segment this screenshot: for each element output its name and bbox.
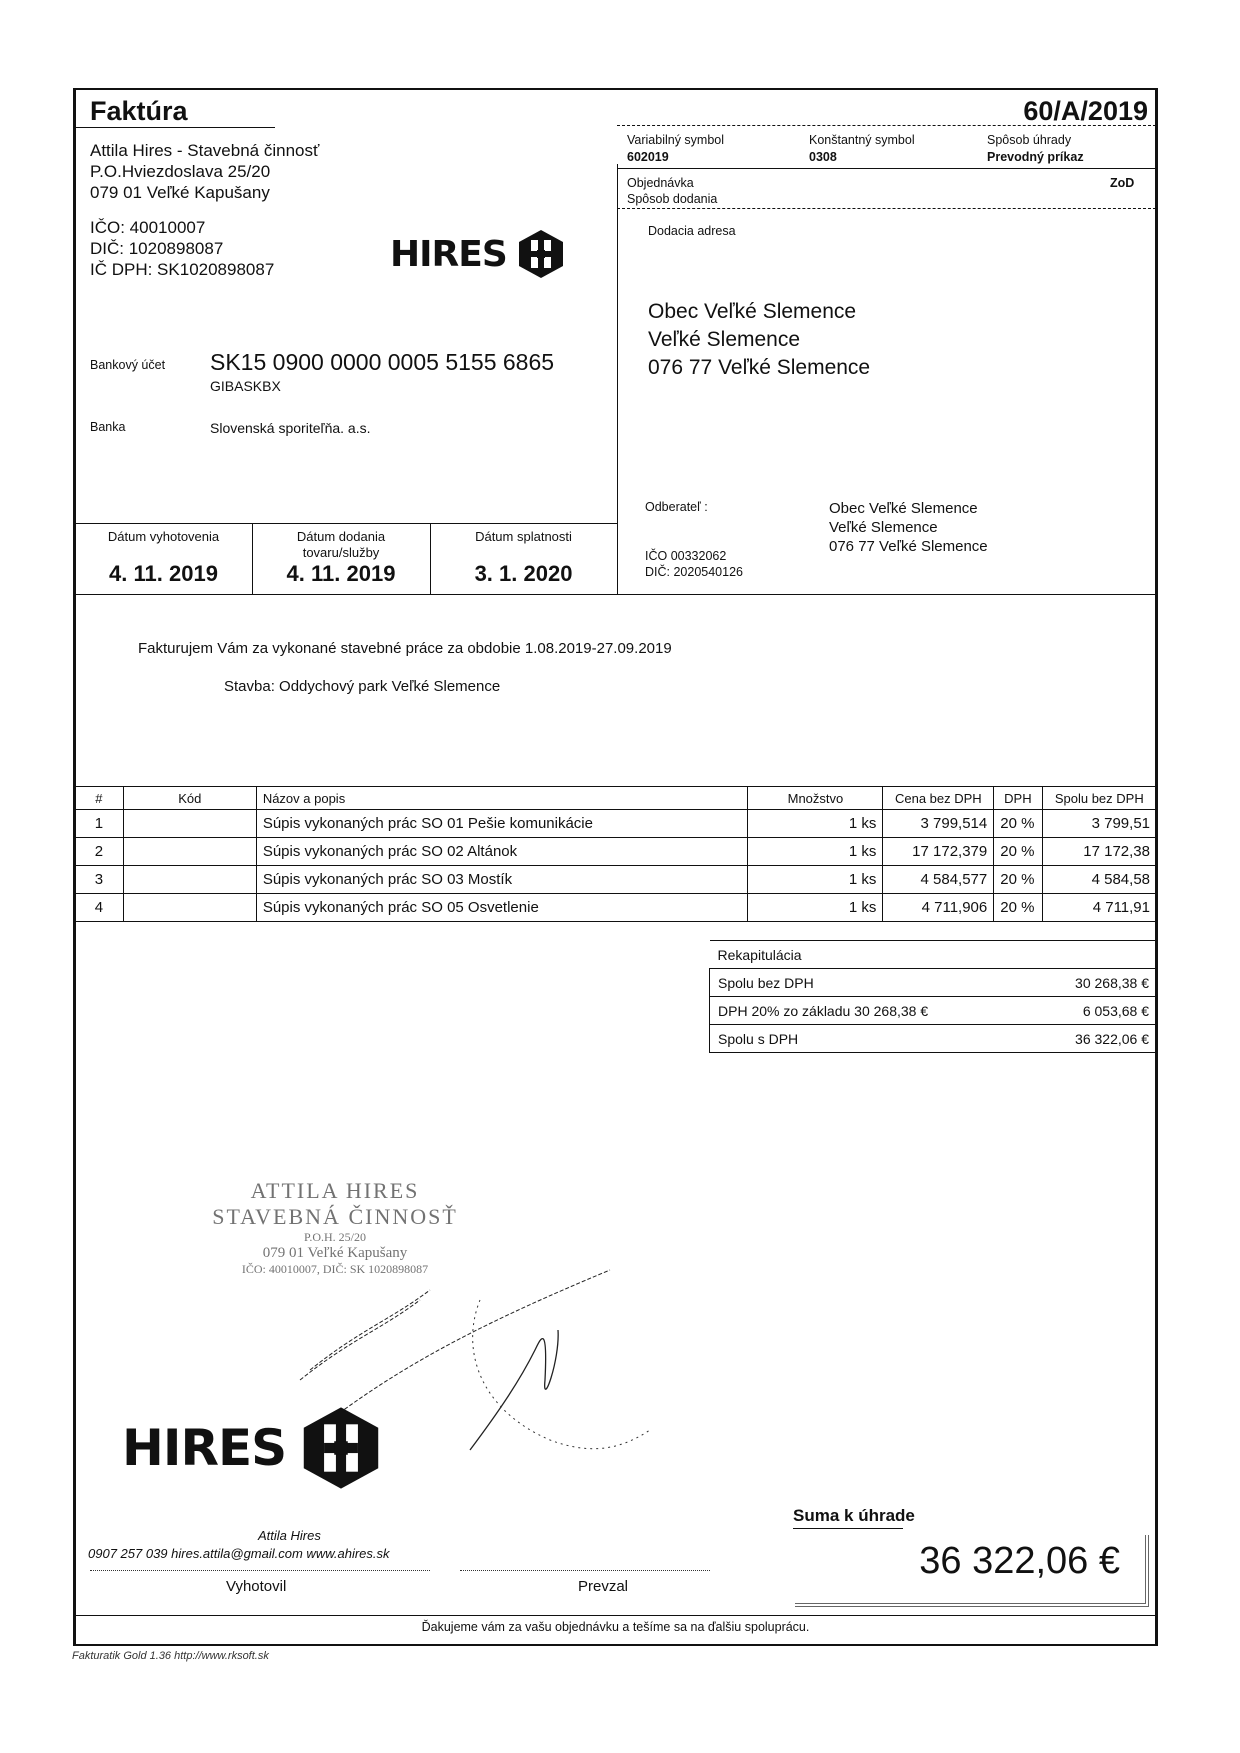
recap-title-row xyxy=(710,941,1158,969)
stamp-line-3: P.O.H. 25/20 xyxy=(303,1230,366,1244)
row-name: Súpis vykonaných prác SO 03 Mostík xyxy=(256,866,748,894)
row-qty: 1 ks xyxy=(748,838,883,866)
bank-name: Slovenská sporiteľňa. a.s. xyxy=(210,420,371,436)
customer-ids xyxy=(645,548,743,580)
row-name: Súpis vykonaných prác SO 01 Pešie komunikácie xyxy=(256,810,748,838)
supplier-city: 079 01 Veľké Kapušany xyxy=(90,183,270,202)
row-price: 4 584,577 xyxy=(883,866,994,894)
col-header-vat: DPH xyxy=(994,787,1042,810)
order-rule xyxy=(617,208,1156,209)
constant-symbol: 0308 xyxy=(809,150,837,164)
items-header-row xyxy=(75,787,1156,810)
hex-logo-icon xyxy=(517,228,565,280)
delivery-line-3: 076 77 Veľké Slemence xyxy=(648,356,871,379)
customer-label: Odberateľ : xyxy=(645,500,708,514)
col-header-price: Cena bez DPH xyxy=(883,787,994,810)
logo-text: HIRES xyxy=(390,233,507,275)
document-title: Faktúra xyxy=(90,96,188,126)
row-code xyxy=(123,810,256,838)
issue-date-cell xyxy=(75,529,252,587)
issuer-name: Attila Hires xyxy=(258,1528,321,1543)
recap-row xyxy=(710,969,1158,997)
bank-label: Banka xyxy=(90,420,126,434)
customer-dic: DIČ: 2020540126 xyxy=(645,565,743,579)
amount-due-underline xyxy=(793,1528,903,1529)
row-total: 3 799,51 xyxy=(1042,810,1156,838)
supplier-block xyxy=(90,140,319,280)
order-label: Objednávka xyxy=(627,176,694,190)
row-qty: 1 ks xyxy=(748,866,883,894)
row-no: 4 xyxy=(75,894,123,922)
variable-symbol: 602019 xyxy=(627,150,669,164)
dates-bottom-rule xyxy=(75,594,1156,595)
supplier-dic: DIČ: 1020898087 xyxy=(90,239,224,258)
row-vat: 20 % xyxy=(994,866,1042,894)
construction-text: Stavba: Oddychový park Veľké Slemence xyxy=(224,678,501,695)
thanks-rule xyxy=(75,1615,1156,1616)
due-date-cell xyxy=(430,529,617,587)
delivery-date-label-2: tovaru/služby xyxy=(302,545,380,560)
table-row xyxy=(75,838,1156,866)
symbols-rule xyxy=(617,168,1156,169)
customer-line-2: Veľké Slemence xyxy=(829,519,938,536)
row-total: 4 584,58 xyxy=(1042,866,1156,894)
row-price: 3 799,514 xyxy=(883,810,994,838)
delivery-address-label: Dodacia adresa xyxy=(648,224,736,238)
recap-row xyxy=(710,997,1158,1025)
row-price: 17 172,379 xyxy=(883,838,994,866)
row-qty: 1 ks xyxy=(748,894,883,922)
dates-top-rule xyxy=(75,523,617,524)
recap-label: Spolu bez DPH xyxy=(710,969,1030,997)
row-code xyxy=(123,894,256,922)
thanks-text: Ďakujeme vám za vašu objednávku a tešíme sa na ďalšiu spoluprácu. xyxy=(421,1620,810,1634)
supplier-street: P.O.Hviezdoslava 25/20 xyxy=(90,162,271,181)
delivery-address xyxy=(648,298,870,382)
items-table xyxy=(75,786,1156,922)
received-by-line xyxy=(460,1570,710,1571)
col-header-code: Kód xyxy=(123,787,256,810)
issue-date: 4. 11. 2019 xyxy=(109,561,218,586)
footer-logo xyxy=(122,1404,382,1492)
software-credit: Fakturatik Gold 1.36 http://www.rksoft.sk xyxy=(72,1650,269,1662)
stamp-line-2: STAVEBNÁ ČINNOSŤ xyxy=(212,1204,458,1229)
row-no: 1 xyxy=(75,810,123,838)
delivery-method-label: Spôsob dodania xyxy=(627,192,718,206)
iban: SK15 0900 0000 0005 5155 6865 xyxy=(210,349,555,375)
stamp-line-5: IČO: 40010007, DIČ: SK 1020898087 xyxy=(241,1262,429,1276)
company-logo xyxy=(390,228,565,280)
row-name: Súpis vykonaných prác SO 02 Altánok xyxy=(256,838,748,866)
amount-due-label: Suma k úhrade xyxy=(793,1506,915,1525)
recap-value: 30 268,38 € xyxy=(1030,969,1158,997)
footer-hex-logo-icon xyxy=(300,1404,382,1492)
col-header-no: # xyxy=(75,787,123,810)
stamp-line-4: 079 01 Veľké Kapušany xyxy=(262,1245,408,1261)
payment-method: Prevodný príkaz xyxy=(987,150,1084,164)
row-name: Súpis vykonaných prác SO 05 Osvetlenie xyxy=(256,894,748,922)
recap-label: DPH 20% zo základu 30 268,38 € xyxy=(710,997,1030,1025)
bank-account-label: Bankový účet xyxy=(90,358,166,372)
recap-title: Rekapitulácia xyxy=(710,941,1158,969)
delivery-date: 4. 11. 2019 xyxy=(286,561,396,586)
row-vat: 20 % xyxy=(994,810,1042,838)
right-top-rule xyxy=(617,125,1156,126)
received-by-label: Prevzal xyxy=(578,1578,629,1595)
variable-symbol-label: Variabilný symbol xyxy=(627,133,725,147)
stamp-line-1: ATTILA HIRES xyxy=(250,1178,420,1203)
row-code xyxy=(123,866,256,894)
recap-value: 6 053,68 € xyxy=(1030,997,1158,1025)
issuer-contact: 0907 257 039 hires.attila@gmail.com www.ahires.sk xyxy=(88,1546,390,1561)
recap-table xyxy=(709,940,1158,1053)
row-qty: 1 ks xyxy=(748,810,883,838)
row-vat: 20 % xyxy=(994,894,1042,922)
issue-date-label: Dátum vyhotovenia xyxy=(107,529,220,544)
row-vat: 20 % xyxy=(994,838,1042,866)
col-header-qty: Množstvo xyxy=(748,787,883,810)
column-divider xyxy=(617,164,618,594)
supplier-ic-dph: IČ DPH: SK1020898087 xyxy=(90,260,275,279)
row-no: 3 xyxy=(75,866,123,894)
amount-due: 36 322,06 € xyxy=(919,1540,1120,1582)
row-total: 4 711,91 xyxy=(1042,894,1156,922)
due-date: 3. 1. 2020 xyxy=(474,561,573,586)
delivery-line-1: Obec Veľké Slemence xyxy=(648,300,857,323)
col-header-total: Spolu bez DPH xyxy=(1042,787,1156,810)
invoice-number: 60/A/2019 xyxy=(1023,96,1148,126)
issued-by-line xyxy=(90,1570,430,1571)
row-price: 4 711,906 xyxy=(883,894,994,922)
zod-label: ZoD xyxy=(1110,176,1135,190)
recap-row xyxy=(710,1025,1158,1053)
recap-value: 36 322,06 € xyxy=(1030,1025,1158,1053)
footer-logo-text: HIRES xyxy=(122,1419,287,1477)
delivery-line-2: Veľké Slemence xyxy=(648,328,801,351)
payment-method-label: Spôsob úhrady xyxy=(987,133,1072,147)
col-header-name: Názov a popis xyxy=(256,787,748,810)
due-date-label: Dátum splatnosti xyxy=(475,529,572,544)
row-no: 2 xyxy=(75,838,123,866)
constant-symbol-label: Konštantný symbol xyxy=(809,133,915,147)
supplier-ico: IČO: 40010007 xyxy=(90,218,206,237)
table-row xyxy=(75,866,1156,894)
customer-line-3: 076 77 Veľké Slemence xyxy=(829,538,988,555)
table-row xyxy=(75,810,1156,838)
supplier-name: Attila Hires - Stavebná činnosť xyxy=(90,141,320,160)
issued-by-label: Vyhotovil xyxy=(226,1578,287,1595)
delivery-date-label-1: Dátum dodania xyxy=(296,529,386,544)
customer-address xyxy=(829,499,988,556)
customer-line-1: Obec Veľké Slemence xyxy=(829,500,978,517)
recap-label: Spolu s DPH xyxy=(710,1025,1030,1053)
title-underline xyxy=(75,127,275,128)
row-total: 17 172,38 xyxy=(1042,838,1156,866)
table-row xyxy=(75,894,1156,922)
swift: GIBASKBX xyxy=(210,378,281,394)
intro-text: Fakturujem Vám za vykonané stavebné práce za obdobie 1.08.2019-27.09.2019 xyxy=(138,640,672,657)
customer-ico: IČO 00332062 xyxy=(645,549,727,563)
row-code xyxy=(123,838,256,866)
delivery-date-cell xyxy=(252,529,430,587)
